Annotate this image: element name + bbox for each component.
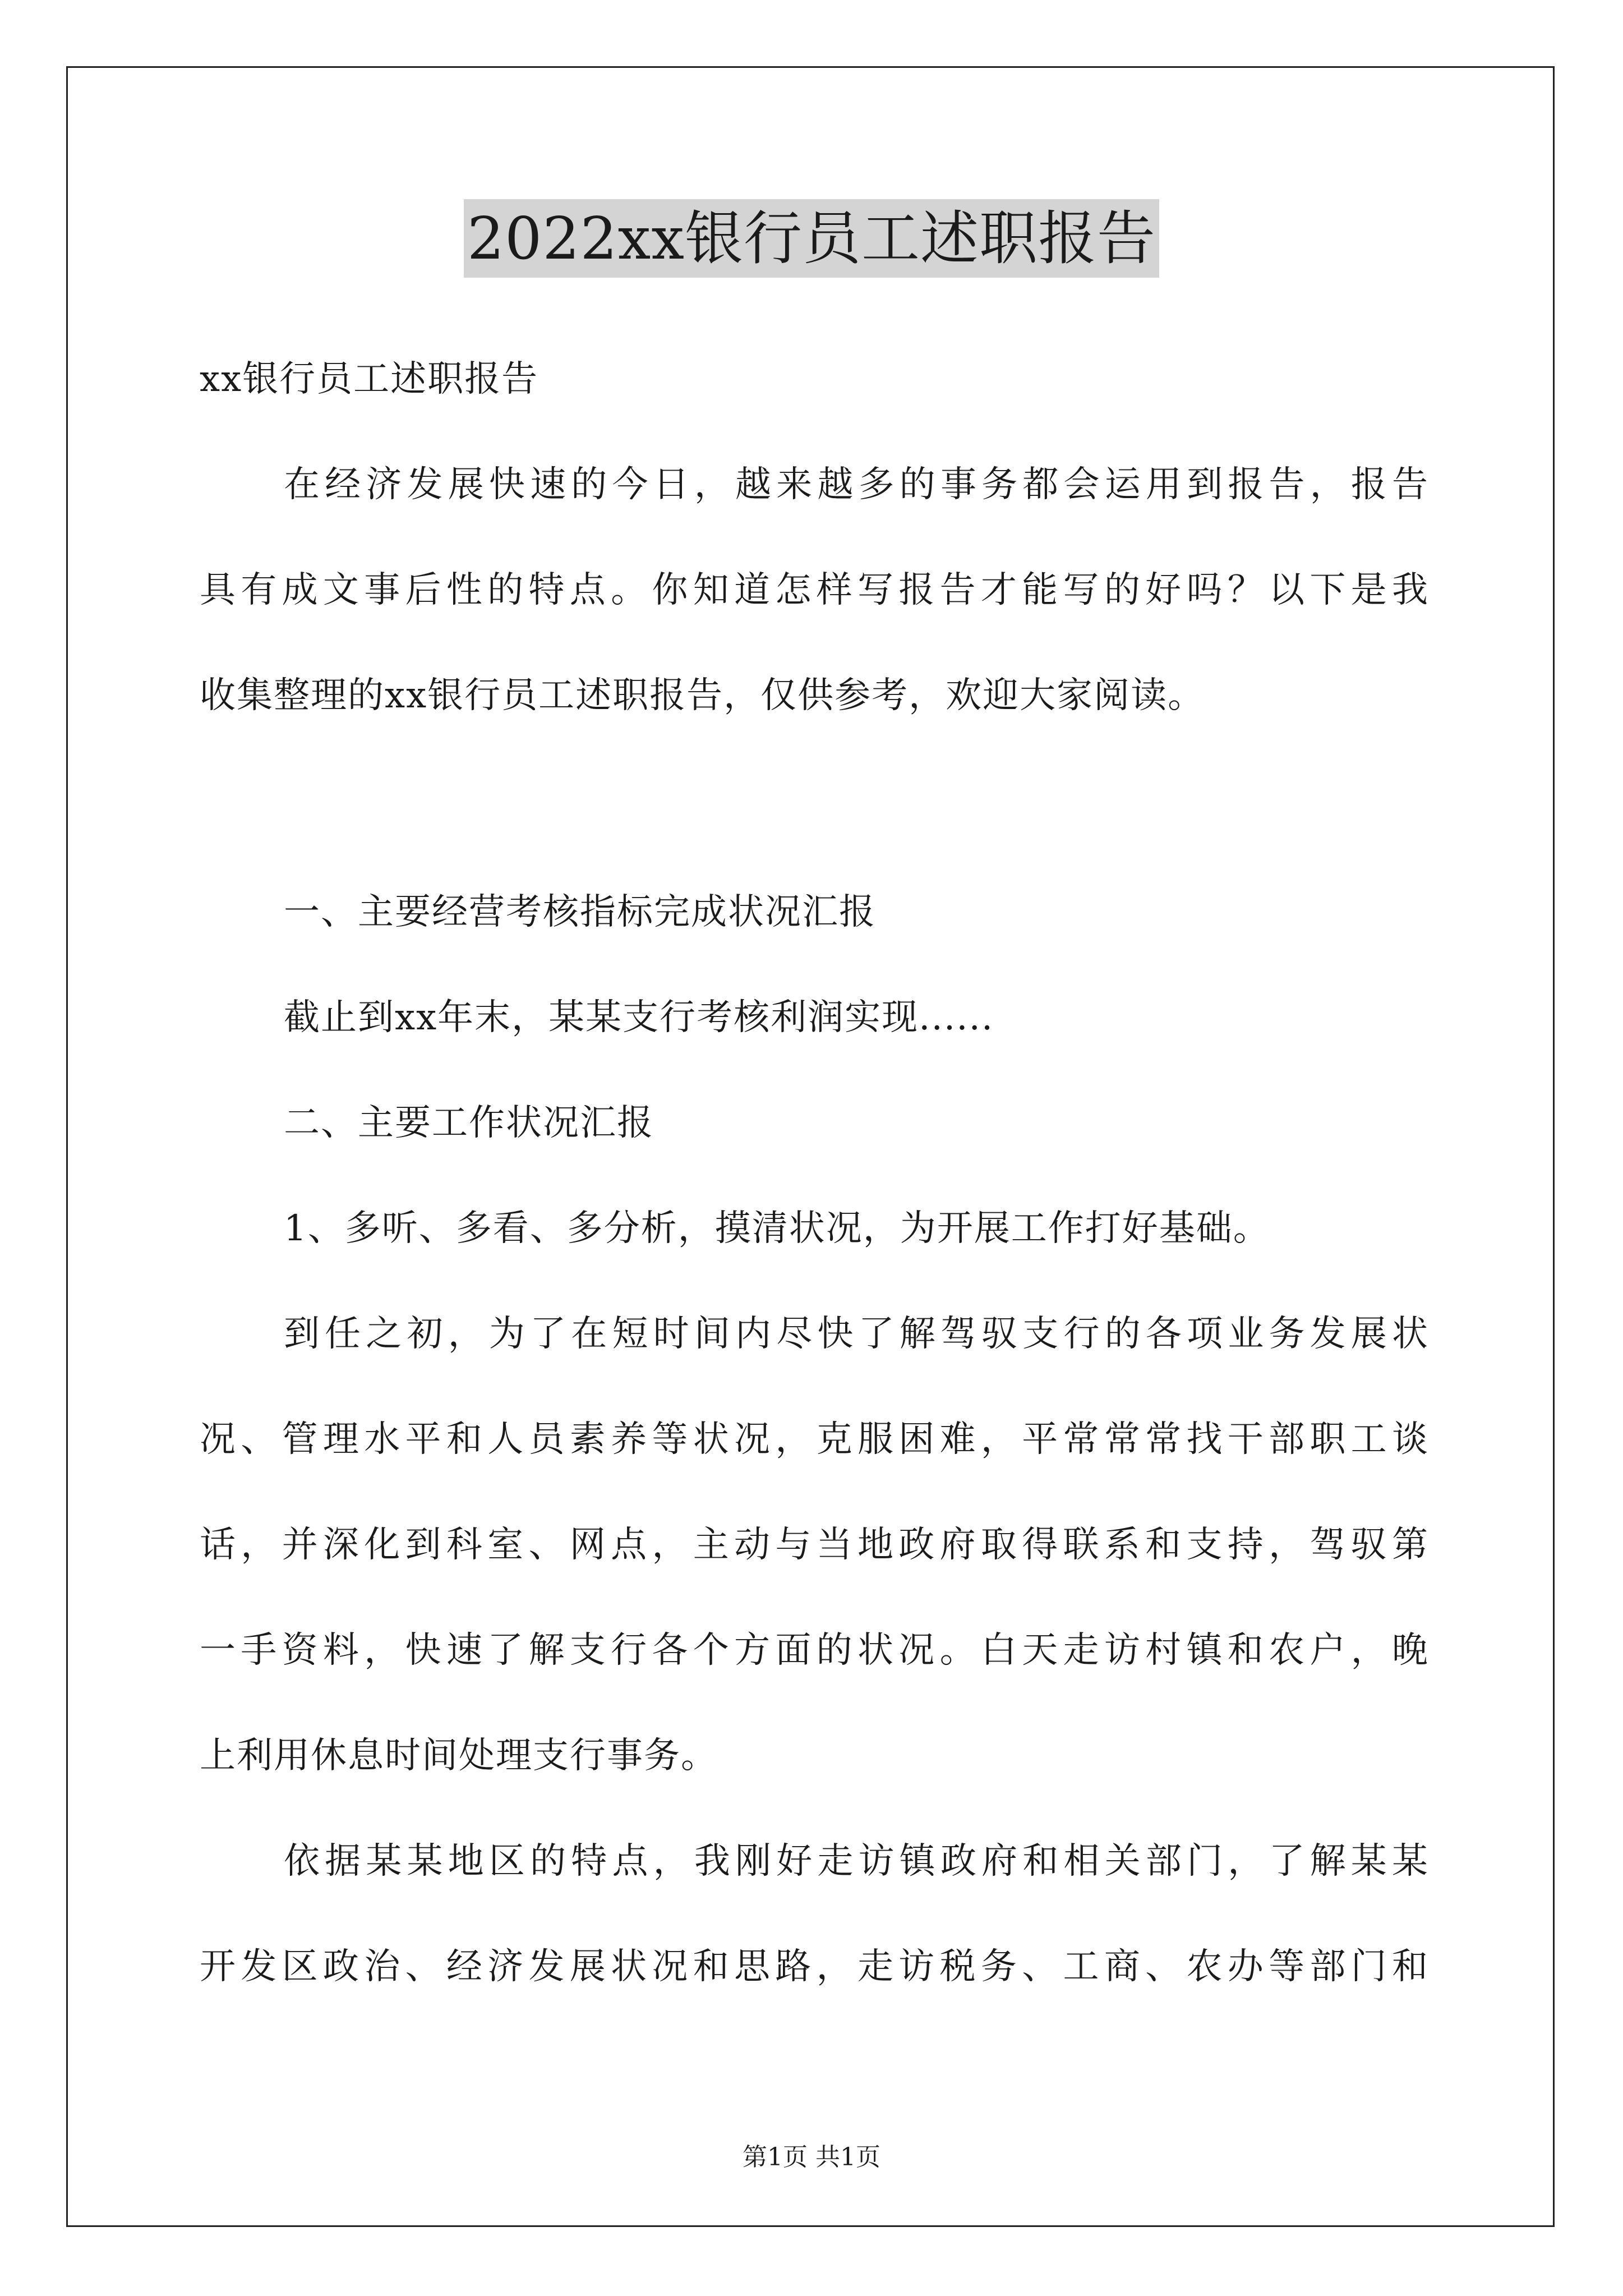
paragraph-line: 截止到xx年末，某某支行考核利润实现...... <box>284 997 994 1038</box>
paragraph-line: 到任之初，为了在短时间内尽快了解驾驭支行的各项业务发展状 <box>284 1313 1428 1355</box>
paragraph-line: 一手资料，快速了解支行各个方面的状况。白天走访村镇和农户，晚 <box>200 1630 1428 1671</box>
document-title: 2022xx银行员工述职报告 <box>464 199 1159 278</box>
paragraph-line: 上利用休息时间处理支行事务。 <box>200 1735 718 1777</box>
page-footer: 第1页 共1页 <box>743 2143 880 2171</box>
paragraph-line: 具有成文事后性的特点。你知道怎样写报告才能写的好吗？以下是我 <box>200 569 1428 611</box>
paragraph-line: 况、管理水平和人员素养等状况，克服困难，平常常常找干部职工谈 <box>200 1419 1428 1460</box>
paragraph-line: 话，并深化到科室、网点，主动与当地政府取得联系和支持，驾驭第 <box>200 1524 1428 1566</box>
paragraph-line: 在经济发展快速的今日，越来越多的事务都会运用到报告，报告 <box>284 464 1428 505</box>
section-heading: 二、主要工作状况汇报 <box>284 1102 654 1144</box>
paragraph-line: 开发区政治、经济发展状况和思路，走访税务、工商、农办等部门和 <box>200 1946 1428 1987</box>
paragraph-line: 收集整理的xx银行员工述职报告，仅供参考，欢迎大家阅读。 <box>200 675 1205 716</box>
paragraph-line: 依据某某地区的特点，我刚好走访镇政府和相关部门，了解某某 <box>284 1841 1428 1882</box>
subtitle-line: xx银行员工述职报告 <box>200 358 539 400</box>
subsection-heading: 1、多听、多看、多分析，摸清状况，为开展工作打好基础。 <box>284 1208 1270 1249</box>
section-heading: 一、主要经营考核指标完成状况汇报 <box>284 891 876 933</box>
title-block <box>0 199 1623 278</box>
